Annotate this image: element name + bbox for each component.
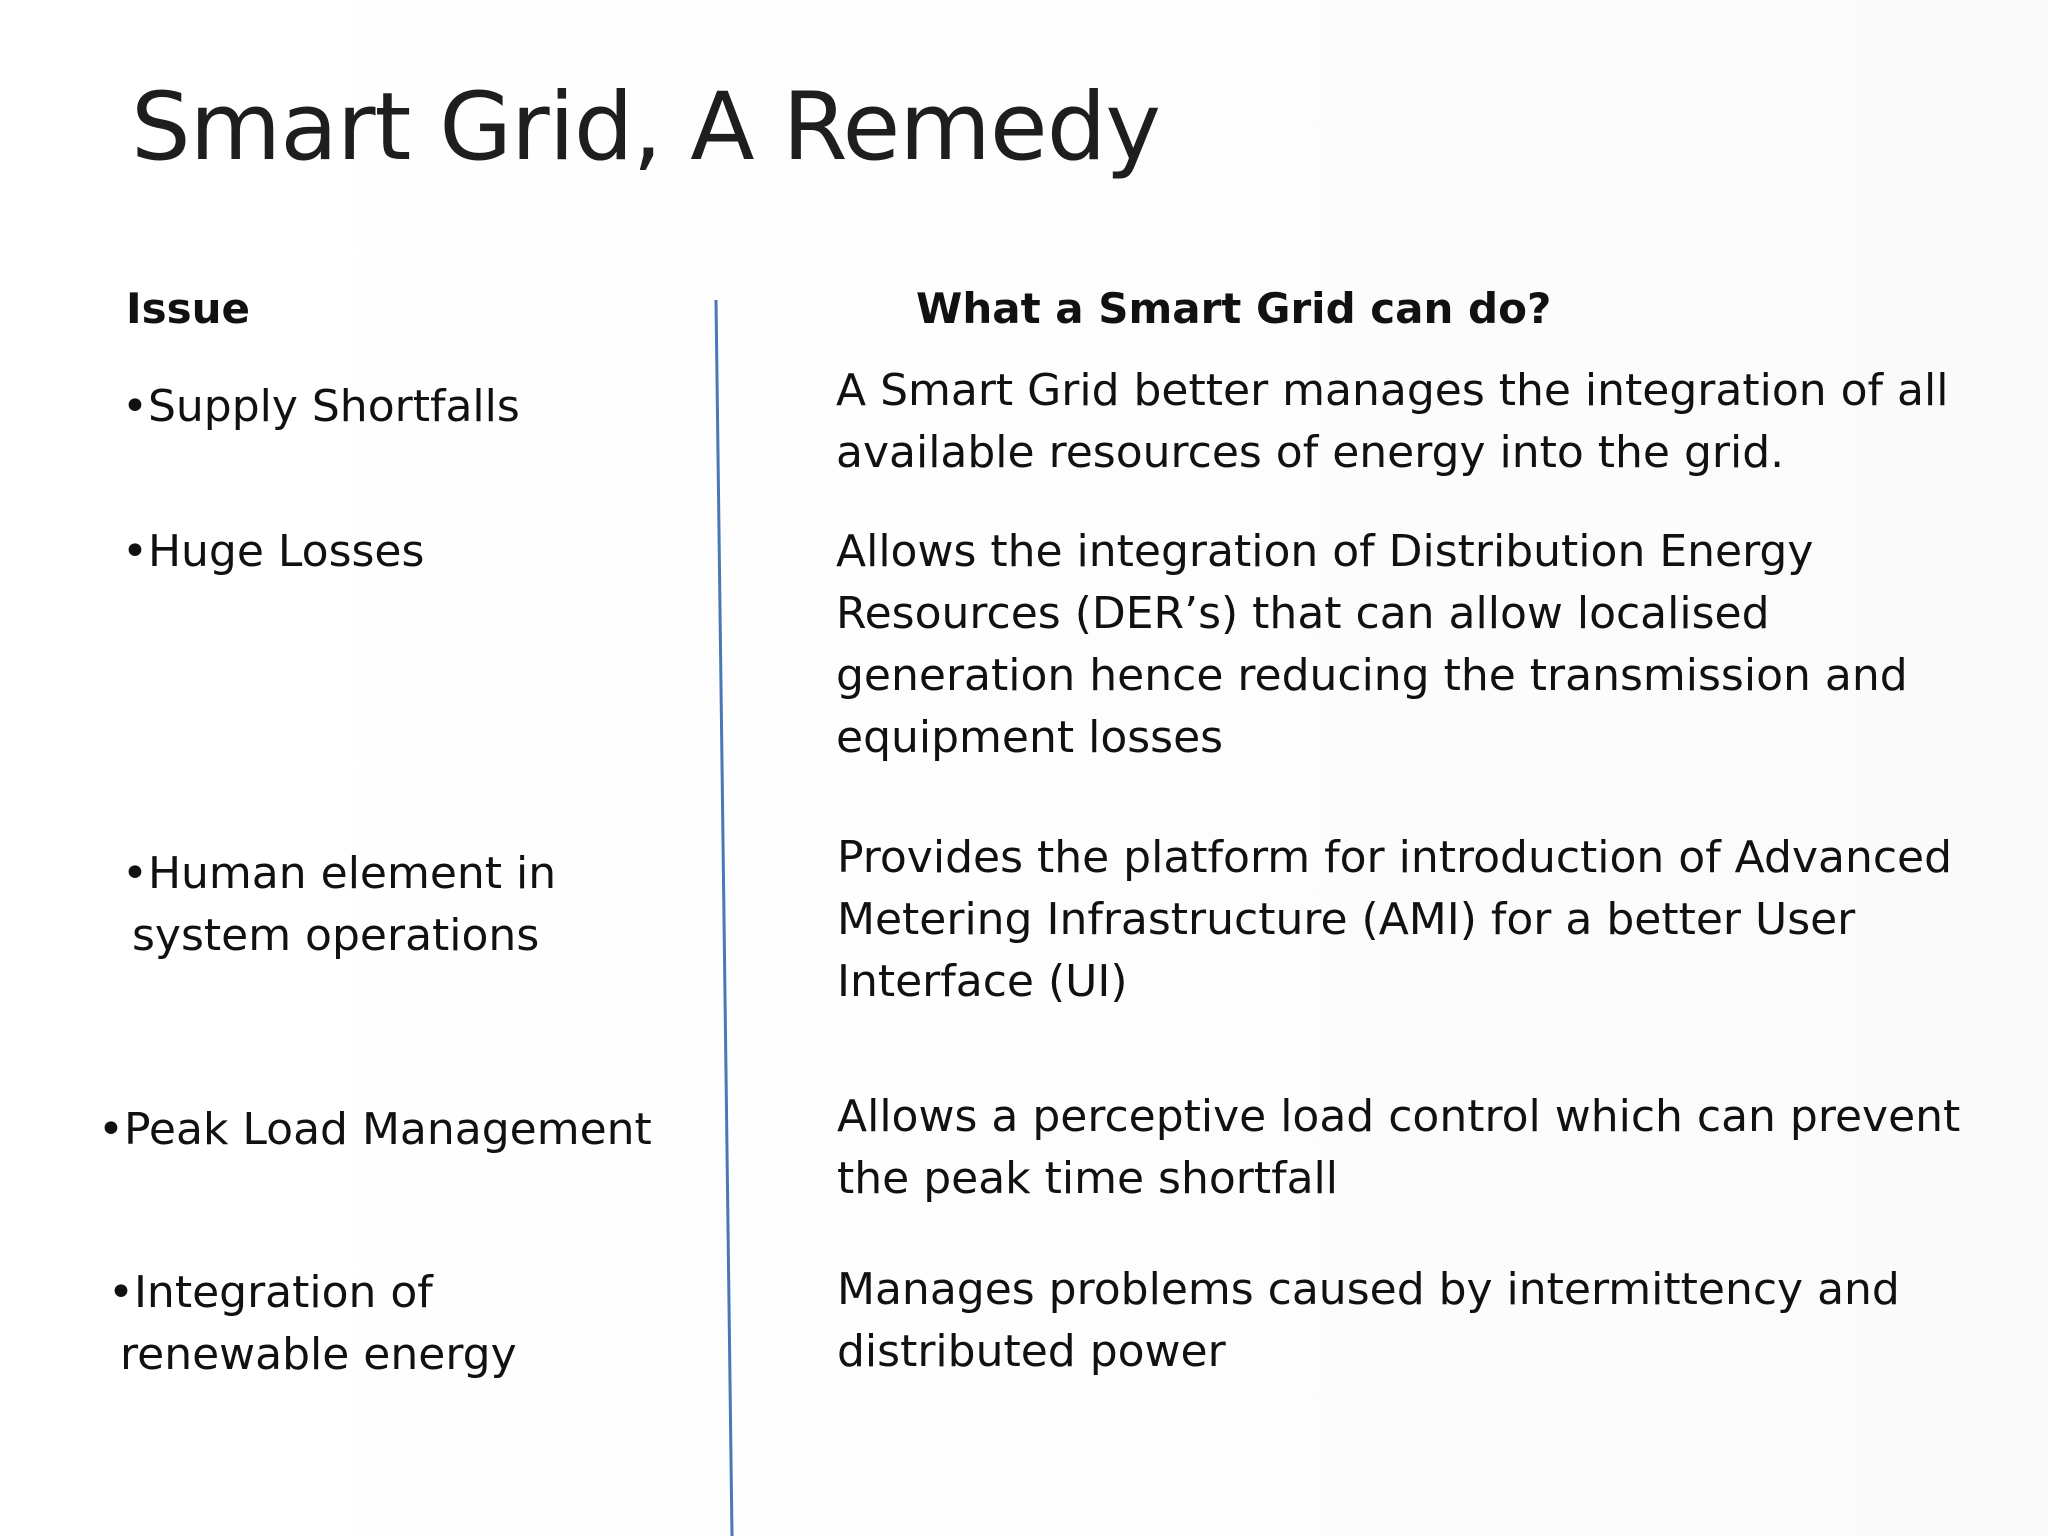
remedy-item-renewable-integration	[837, 1259, 1900, 1383]
issue-text: •Huge Losses	[122, 526, 425, 577]
remedy-item-supply-shortfalls	[836, 360, 1948, 484]
remedy-line: Allows the integration of Distribution Energy	[836, 526, 1814, 577]
remedy-line: Resources (DER’s) that can allow localised	[836, 588, 1770, 639]
issue-item-human-element	[122, 843, 556, 967]
remedy-line: distributed power	[837, 1326, 1226, 1377]
remedy-line: Allows a perceptive load control which can prevent	[837, 1091, 1961, 1142]
issue-item-renewable-integration	[108, 1262, 517, 1386]
remedy-item-human-element	[837, 827, 1952, 1013]
slide-title: Smart Grid, A Remedy	[131, 73, 1161, 182]
remedy-item-peak-load	[837, 1086, 1960, 1210]
issue-text-continued: system operations	[132, 910, 540, 961]
issue-text: •Human element in	[122, 848, 557, 899]
issue-item-peak-load	[98, 1099, 652, 1161]
issue-text: •Integration of	[108, 1267, 433, 1318]
column-divider-line	[716, 300, 732, 1536]
remedy-line: Manages problems caused by intermittency and	[837, 1264, 1900, 1315]
remedy-line: the peak time shortfall	[837, 1153, 1338, 1204]
remedy-line: Interface (UI)	[837, 956, 1128, 1007]
issue-text: •Peak Load Management	[98, 1104, 652, 1155]
issue-item-huge-losses	[122, 521, 424, 583]
remedy-item-huge-losses	[836, 521, 1908, 769]
remedy-column-heading: What a Smart Grid can do?	[916, 284, 1552, 333]
remedy-line: available resources of energy into the grid.	[836, 427, 1785, 478]
remedy-line: equipment losses	[836, 712, 1224, 763]
remedy-line: generation hence reducing the transmission and	[836, 650, 1908, 701]
issue-text: •Supply Shortfalls	[122, 381, 520, 432]
issue-item-supply-shortfalls	[122, 376, 520, 438]
remedy-line: Metering Infrastructure (AMI) for a better User	[837, 894, 1856, 945]
issue-column-heading: Issue	[126, 284, 251, 333]
remedy-line: Provides the platform for introduction of Advanced	[837, 832, 1953, 883]
issue-text-continued: renewable energy	[120, 1329, 517, 1380]
remedy-line: A Smart Grid better manages the integration of all	[836, 365, 1949, 416]
